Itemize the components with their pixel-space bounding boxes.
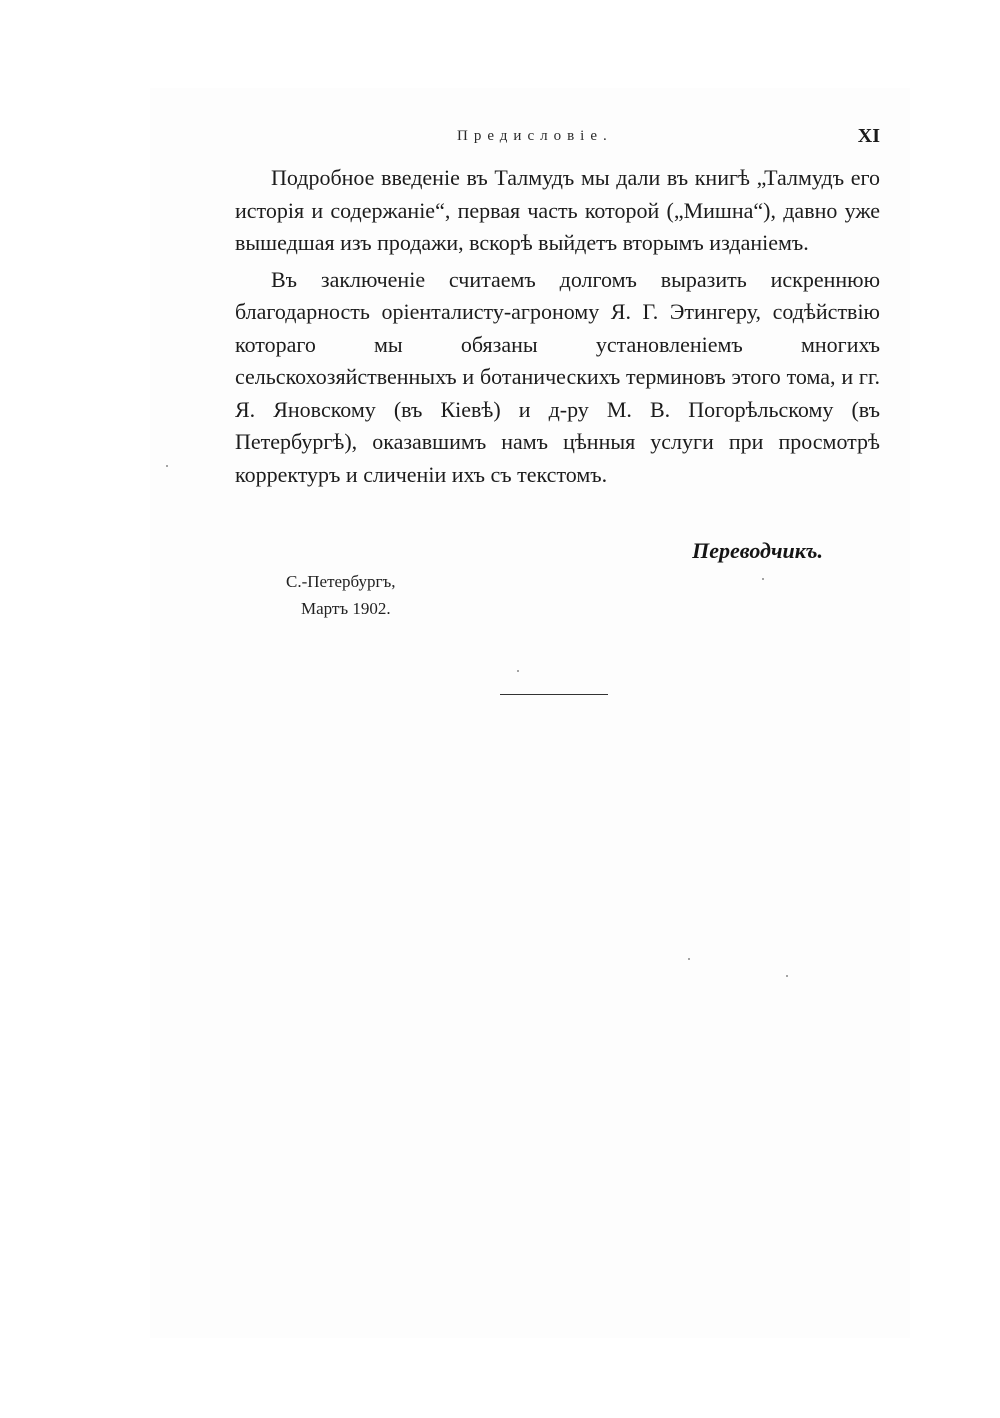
running-header	[235, 125, 880, 152]
running-title: Предисловіе.	[457, 128, 613, 144]
page-number: XI	[857, 125, 880, 147]
date: Мартъ 1902.	[301, 599, 391, 618]
paragraph-acknowledgements: Въ заключеніе считаемъ долгомъ выразить искреннюю благодарность оріенталисту-агроному Я. Г. Этингеру, содѣйствію котораго мы обязаны установленіемъ многихъ сельскохозяйственныхъ и ботаническихъ терминовъ этого тома, и гг. Я. Яновскому (въ Кіевѣ) и д-ру М. В. Погорѣльскому (въ Петербургѣ), оказавшимъ намъ цѣнныя услуги при просмотрѣ корректуръ и сличеніи ихъ съ текстомъ.	[235, 266, 880, 487]
scan-speck	[786, 975, 788, 977]
closing-rule-divider	[500, 694, 608, 695]
preface-body	[235, 162, 880, 491]
place: С.-Петербургъ,	[286, 572, 396, 591]
place-and-date	[286, 568, 396, 622]
paragraph-introduction-note: Подробное введеніе въ Талмудъ мы дали въ книгѣ „Талмудъ его исторія и содержаніе“, первая часть которой („Мишна“), давно уже вышедшая изъ продажи, вскорѣ выйдетъ вторымъ изданіемъ.	[235, 165, 880, 255]
scan-speck	[166, 465, 168, 467]
scan-speck	[762, 578, 764, 580]
translator-signature: Переводчикъ.	[692, 538, 823, 563]
scan-speck	[688, 958, 690, 960]
scan-speck	[517, 670, 519, 672]
